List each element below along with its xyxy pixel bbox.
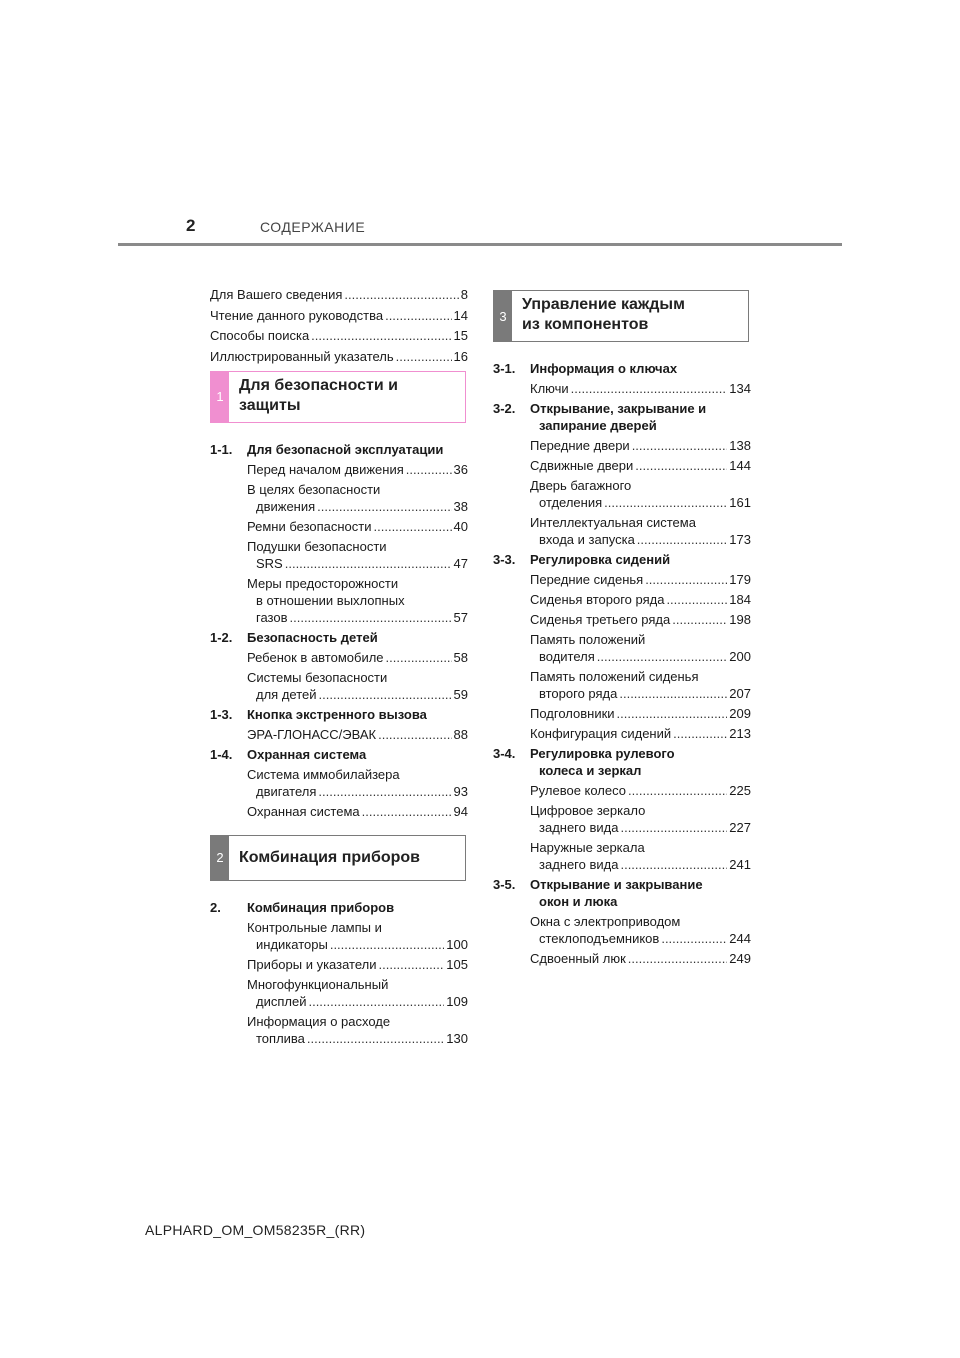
section-title-line: запирание дверей: [539, 418, 657, 433]
toc-page-number: 198: [729, 612, 751, 627]
dot-leader: [571, 380, 728, 397]
dot-leader: [604, 494, 727, 511]
toc-entry-link[interactable]: [493, 930, 751, 947]
toc-item[interactable]: [493, 437, 751, 454]
section-title-line: Регулировка рулевого: [530, 746, 675, 761]
section-title: Охранная система: [247, 746, 367, 762]
chapter-title-line: Управление каждым: [522, 296, 685, 313]
chapter-tab: 3: [494, 291, 512, 341]
dot-leader: [386, 649, 452, 666]
toc-entry-line: Дверь багажного: [530, 478, 632, 493]
toc-item[interactable]: [493, 782, 751, 799]
toc-item[interactable]: [210, 575, 468, 626]
toc-item[interactable]: [210, 976, 468, 1010]
toc-entry-line: Цифровое зеркало: [530, 803, 646, 818]
toc-entry-text: Подголовники: [530, 706, 615, 721]
dot-leader: [307, 1030, 444, 1047]
toc-entry-line: Система иммобилайзера: [247, 766, 400, 782]
toc-entry-link[interactable]: [493, 591, 751, 608]
toc-item[interactable]: [210, 919, 468, 953]
toc-entry-link[interactable]: [210, 686, 468, 703]
toc-page-number: 138: [729, 438, 751, 453]
toc-entry-link[interactable]: [493, 685, 751, 702]
section-title-line: Открывание и закрывание: [530, 877, 703, 892]
toc-entry-text: газов: [256, 609, 288, 625]
toc-entry-link[interactable]: [493, 494, 751, 511]
toc-item[interactable]: [210, 481, 468, 515]
dot-leader: [344, 286, 458, 303]
toc-page-number: 207: [729, 686, 751, 701]
dot-leader: [406, 461, 452, 478]
toc-entry-text: водителя: [539, 649, 595, 664]
toc-item[interactable]: [493, 913, 751, 947]
section-title: Комбинация приборов: [247, 899, 395, 915]
toc-entry-text: Рулевое колесо: [530, 783, 627, 798]
toc-item[interactable]: [493, 611, 751, 628]
toc-item[interactable]: [210, 803, 468, 820]
dot-leader: [362, 803, 452, 820]
dot-leader: [619, 685, 727, 702]
toc-entry-text: SRS: [256, 555, 283, 571]
dot-leader: [645, 571, 727, 588]
toc-page-number: 100: [446, 936, 468, 952]
dot-leader: [308, 993, 444, 1010]
toc-right-column: [493, 286, 751, 970]
toc-page-number: 244: [729, 931, 751, 946]
toc-page-number: 38: [453, 498, 468, 514]
dot-leader: [661, 930, 727, 947]
chapter-title-line: Для безопасности и: [239, 376, 398, 394]
toc-item[interactable]: [210, 766, 468, 800]
toc-entry-text: индикаторы: [256, 936, 328, 952]
toc-page-number: 241: [729, 857, 751, 872]
toc-item[interactable]: [493, 591, 751, 608]
section-title: Для безопасной эксплуатации: [247, 441, 444, 457]
dot-leader: [628, 950, 728, 967]
toc-entry-line: Системы безопасности: [247, 669, 388, 685]
toc-entry-link[interactable]: [210, 498, 468, 515]
toc-entry-text: движения: [256, 498, 316, 514]
toc-entry-link[interactable]: [210, 555, 468, 572]
toc-page-number: 14: [453, 307, 468, 323]
toc-entry-link[interactable]: [210, 1030, 468, 1047]
toc-left-column: [210, 286, 468, 1050]
toc-page-number: 58: [453, 649, 468, 665]
toc-entry-text: Перед началом движения: [247, 461, 404, 477]
section-title-line: Регулировка сидений: [530, 552, 671, 567]
toc-page-number: 184: [729, 592, 751, 607]
toc-item[interactable]: [210, 649, 468, 666]
intro-list: [210, 286, 468, 365]
chapter-title: Комбинация приборов: [239, 848, 420, 866]
section-title: [530, 551, 670, 568]
toc-entry-link[interactable]: [210, 993, 468, 1010]
dot-leader: [317, 498, 451, 515]
toc-entry-text: Сиденья третьего ряда: [530, 612, 671, 627]
section-number: 1-4.: [210, 746, 233, 762]
toc-page-number: 200: [729, 649, 751, 664]
toc-item[interactable]: [493, 950, 751, 967]
toc-entry-line: Интеллектуальная система: [530, 515, 696, 530]
dot-leader: [330, 936, 444, 953]
section-heading: [493, 745, 751, 779]
intro-item[interactable]: [210, 327, 468, 344]
toc-entry-link[interactable]: [210, 956, 468, 973]
section-heading: [493, 400, 751, 434]
toc-entry-link[interactable]: [210, 518, 468, 535]
toc-entry-link[interactable]: [493, 725, 751, 742]
dot-leader: [597, 648, 728, 665]
toc-page-number: 47: [453, 555, 468, 571]
section-title-line: Открывание, закрывание и: [530, 401, 707, 416]
toc-entry-text: ЭРА-ГЛОНАСС/ЭВАК: [247, 726, 377, 742]
toc-item[interactable]: [493, 705, 751, 722]
toc-page-number: 173: [729, 532, 751, 547]
dot-leader: [385, 307, 451, 324]
toc-entry-link[interactable]: [210, 726, 468, 743]
toc-item[interactable]: [493, 668, 751, 702]
document-code: ALPHARD_OM_OM58235R_(RR): [145, 1222, 366, 1238]
toc-page-number: 225: [729, 783, 751, 798]
toc-entry-text: входа и запуска: [539, 532, 635, 547]
toc-entry-text: Передние сиденья: [530, 572, 644, 587]
toc-entry-text: Иллюстрированный указатель: [210, 348, 394, 364]
toc-entry-line: В целях безопасности: [247, 481, 381, 497]
toc-entry-text: Сдвижные двери: [530, 458, 634, 473]
spacer: [210, 823, 468, 829]
section-title: Кнопка экстренного вызова: [247, 706, 427, 722]
dot-leader: [378, 726, 451, 743]
toc-page-number: 88: [453, 726, 468, 742]
chapter-tab: 1: [211, 372, 229, 422]
toc-entry-line: в отношении выхлопных: [256, 592, 405, 608]
dot-leader: [666, 591, 727, 608]
section-number: 1-3.: [210, 706, 233, 722]
section-title-line: колеса и зеркал: [539, 763, 642, 778]
toc-entry-line: Подушки безопасности: [247, 538, 387, 554]
toc-entry-link[interactable]: [493, 380, 751, 397]
toc-entry-text: топлива: [256, 1030, 305, 1046]
intro-item[interactable]: [210, 307, 468, 324]
toc-item[interactable]: [493, 514, 751, 548]
toc-entry-text: Передние двери: [530, 438, 630, 453]
section-title-line: окон и люка: [539, 894, 618, 909]
toc-entry-link[interactable]: [210, 327, 468, 344]
toc-entry-link[interactable]: [210, 936, 468, 953]
section-title: [530, 360, 677, 377]
toc-entry-line: Память положений: [530, 632, 646, 647]
section-title: [530, 876, 703, 910]
section-title: [530, 745, 675, 779]
toc-item[interactable]: [210, 518, 468, 535]
section-number: 1-1.: [210, 441, 233, 457]
toc-page-number: 59: [453, 686, 468, 702]
dot-leader: [374, 518, 452, 535]
toc-entry-text: Чтение данного руководства: [210, 307, 384, 323]
dot-leader: [617, 705, 728, 722]
chapter-box-2[interactable]: [210, 835, 466, 881]
toc-item[interactable]: [493, 477, 751, 511]
toc-entry-link[interactable]: [210, 286, 468, 303]
toc-item[interactable]: [210, 726, 468, 743]
toc-entry-text: стеклоподъемников: [539, 931, 660, 946]
dot-leader: [311, 327, 451, 344]
chapter-box-1[interactable]: [210, 371, 466, 423]
toc-item[interactable]: [493, 725, 751, 742]
toc-entry-link[interactable]: [210, 649, 468, 666]
toc-page-number: 249: [729, 951, 751, 966]
toc-entry-text: Способы поиска: [210, 328, 310, 343]
toc-page-number: 179: [729, 572, 751, 587]
section-heading: [493, 876, 751, 910]
section-number: 3-4.: [493, 746, 516, 761]
dot-leader: [673, 725, 727, 742]
dot-leader: [672, 611, 727, 628]
toc-entry-line: Наружные зеркала: [530, 840, 645, 855]
toc-item[interactable]: [210, 956, 468, 973]
toc-entry-link[interactable]: [493, 611, 751, 628]
toc-page-number: 109: [446, 993, 468, 1009]
toc-page-number: 105: [446, 956, 468, 972]
chapter-title-line: из компонентов: [522, 316, 649, 333]
toc-item[interactable]: [493, 631, 751, 665]
toc-item[interactable]: [493, 802, 751, 836]
section-number: 3-2.: [493, 401, 516, 416]
toc-entry-line: Многофункциональный: [247, 976, 389, 992]
toc-entry-text: Ключи: [530, 381, 569, 396]
toc-entry-link[interactable]: [493, 531, 751, 548]
toc-entry-line: Меры предосторожности: [247, 575, 399, 591]
section-title-line: Информация о ключах: [530, 361, 678, 376]
toc-entry-link[interactable]: [493, 705, 751, 722]
toc-page-number: 15: [453, 328, 468, 343]
toc-entry-text: двигателя: [256, 783, 317, 799]
page-title: СОДЕРЖАНИЕ: [260, 219, 366, 235]
intro-item[interactable]: [210, 286, 468, 303]
section-heading: [210, 706, 468, 723]
toc-item[interactable]: [210, 1013, 468, 1047]
toc-entry-line: Контрольные лампы и: [247, 919, 382, 935]
dot-leader: [396, 348, 452, 365]
toc-item[interactable]: [210, 538, 468, 572]
toc-entry-text: Ребенок в автомобиле: [247, 649, 384, 665]
toc-entry-text: отделения: [539, 495, 603, 510]
toc-item[interactable]: [210, 461, 468, 478]
toc-page-number: 40: [453, 518, 468, 534]
section-number: 3-5.: [493, 877, 516, 892]
dot-leader: [290, 609, 452, 626]
toc-entry-link[interactable]: [493, 819, 751, 836]
toc-item[interactable]: [493, 457, 751, 474]
toc-entry-line: Память положений сиденья: [530, 669, 699, 684]
toc-entry-link[interactable]: [493, 856, 751, 873]
toc-entry-link[interactable]: [210, 461, 468, 478]
toc-page-number: 8: [460, 287, 468, 302]
toc-entry-link[interactable]: [210, 803, 468, 820]
toc-entry-text: Конфигурация сидений: [530, 726, 672, 741]
intro-item[interactable]: [210, 348, 468, 365]
page-number: 2: [186, 216, 196, 235]
toc-entry-link[interactable]: [210, 783, 468, 800]
toc-page-number: 213: [729, 726, 751, 741]
toc-entry-text: Ремни безопасности: [247, 518, 372, 534]
toc-entry-text: Приборы и указатели: [247, 956, 377, 972]
section-number: 3-1.: [493, 361, 516, 376]
toc-item[interactable]: [493, 380, 751, 397]
toc-entry-line: Окна с электроприводом: [530, 914, 681, 929]
toc-item[interactable]: [493, 839, 751, 873]
toc-page-number: 36: [453, 461, 468, 477]
dot-leader: [632, 437, 728, 454]
dot-leader: [620, 819, 727, 836]
chapter-title-line: защиты: [239, 396, 301, 414]
chapter-tab: 2: [211, 836, 229, 880]
section-heading: [210, 629, 468, 646]
toc-entry-text: второго ряда: [539, 686, 618, 701]
toc-page-number: 161: [729, 495, 751, 510]
toc-entry-link[interactable]: [493, 950, 751, 967]
dot-leader: [635, 457, 727, 474]
header-divider: [118, 243, 842, 246]
toc-entry-link[interactable]: [493, 571, 751, 588]
toc-page-number: 227: [729, 820, 751, 835]
section-heading: [493, 551, 751, 568]
toc-item[interactable]: [493, 571, 751, 588]
section-title: [530, 400, 706, 434]
toc-page-number: 209: [729, 706, 751, 721]
toc-entry-link[interactable]: [493, 648, 751, 665]
section-number: 1-2.: [210, 629, 233, 645]
section-number: 3-3.: [493, 552, 516, 567]
dot-leader: [637, 531, 728, 548]
dot-leader: [318, 783, 451, 800]
toc-entry-link[interactable]: [210, 609, 468, 626]
toc-item[interactable]: [210, 669, 468, 703]
dot-leader: [379, 956, 445, 973]
chapter-box-3[interactable]: [493, 290, 749, 342]
dot-leader: [319, 686, 452, 703]
toc-entry-link[interactable]: [210, 348, 468, 365]
toc-entry-link[interactable]: [493, 437, 751, 454]
section-heading: [210, 899, 468, 916]
section-heading: [210, 746, 468, 763]
toc-entry-text: Охранная система: [247, 803, 360, 819]
section-heading: [210, 441, 468, 458]
toc-entry-text: Сиденья второго ряда: [530, 592, 665, 607]
toc-entry-text: заднего вида: [539, 857, 619, 872]
section-title: Безопасность детей: [247, 629, 378, 645]
toc-page-number: 57: [453, 609, 468, 625]
toc-page-number: 130: [446, 1030, 468, 1046]
toc-page-number: 94: [453, 803, 468, 819]
toc-entry-text: Сдвоенный люк: [530, 951, 626, 966]
toc-page-number: 16: [453, 348, 468, 364]
chapter-title: [229, 372, 406, 422]
dot-leader: [628, 782, 727, 799]
toc-entry-link[interactable]: [493, 782, 751, 799]
dot-leader: [285, 555, 452, 572]
toc-entry-text: дисплей: [256, 993, 307, 1009]
chapter-title: [512, 291, 693, 341]
section-number: 2.: [210, 899, 221, 915]
toc-page-number: 134: [729, 381, 751, 396]
dot-leader: [620, 856, 727, 873]
section-heading: [493, 360, 751, 377]
toc-entry-text: заднего вида: [539, 820, 619, 835]
toc-entry-text: для детей: [256, 686, 317, 702]
toc-entry-text: Для Вашего сведения: [210, 287, 343, 302]
toc-page-number: 93: [453, 783, 468, 799]
toc-entry-link[interactable]: [493, 457, 751, 474]
toc-page-number: 144: [729, 458, 751, 473]
toc-entry-link[interactable]: [210, 307, 468, 324]
toc-entry-line: Информация о расходе: [247, 1013, 391, 1029]
